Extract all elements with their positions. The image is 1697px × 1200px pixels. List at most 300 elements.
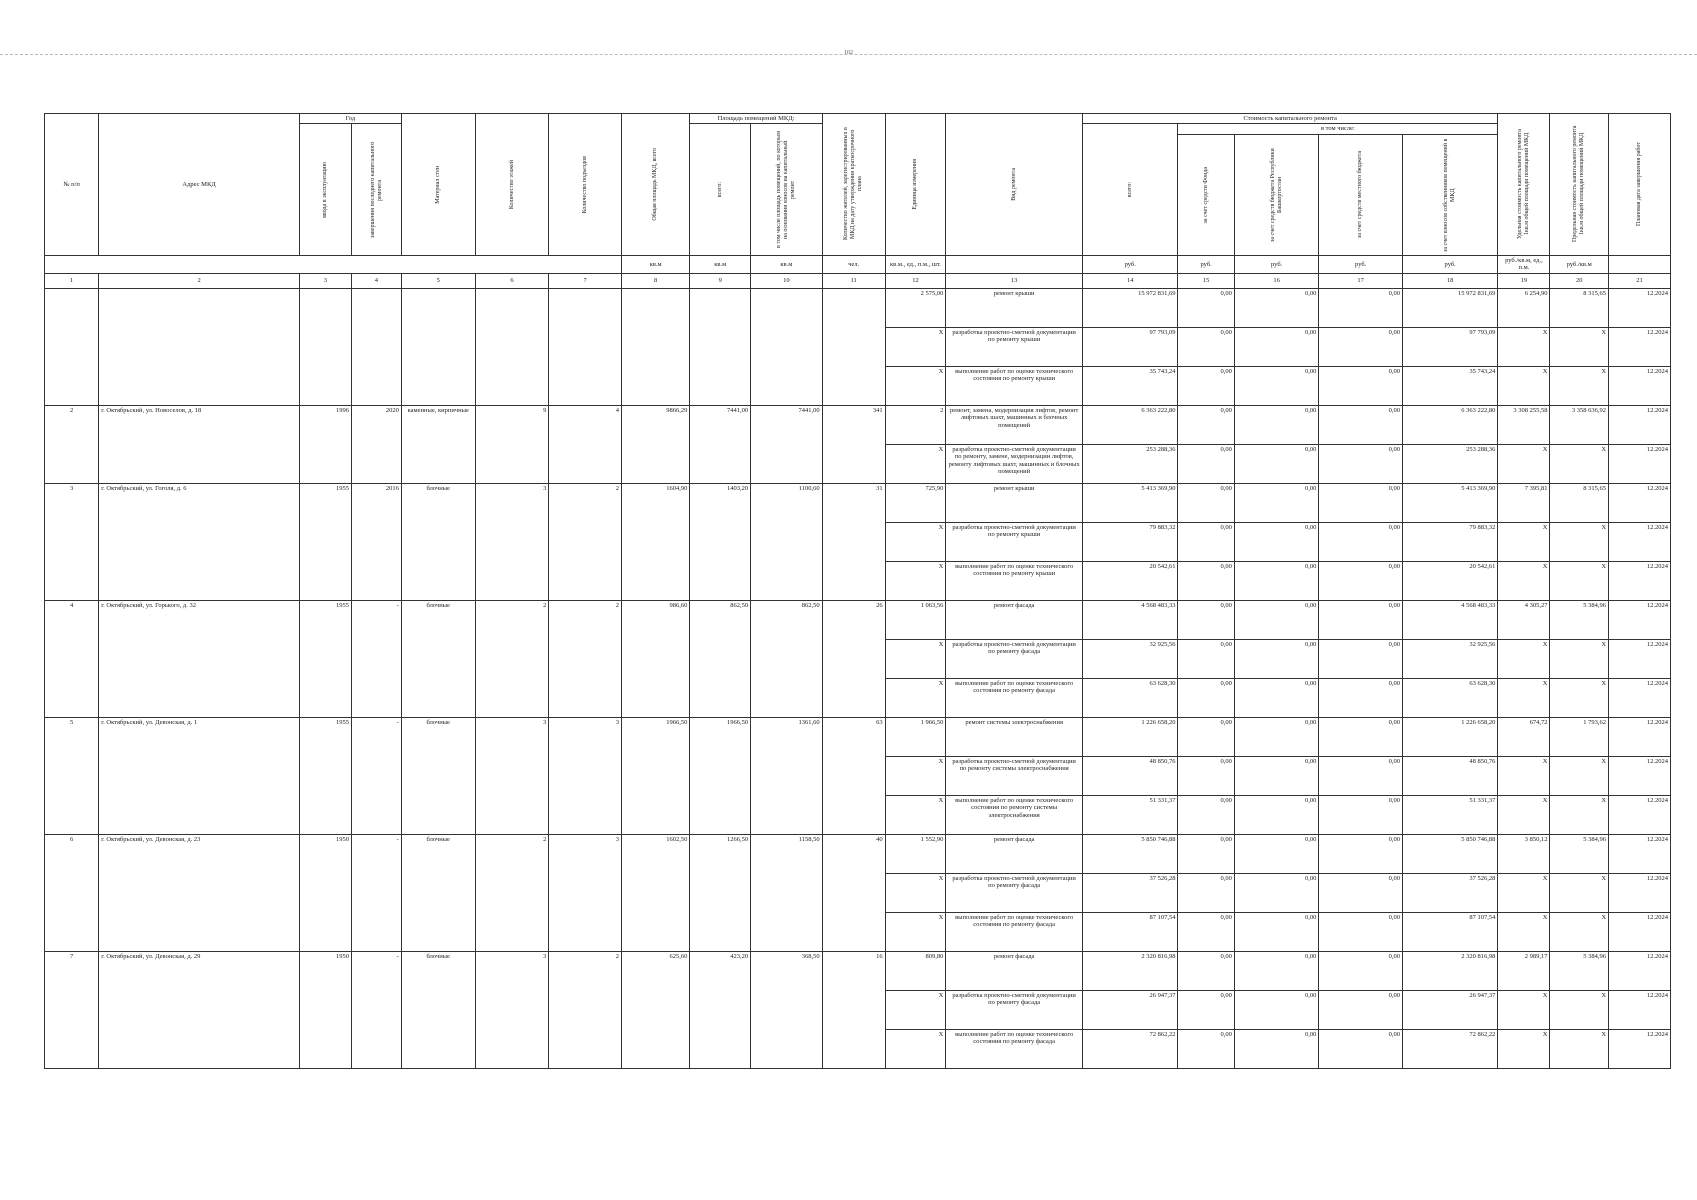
cell-loc: 0,00 bbox=[1319, 561, 1403, 600]
cell-ent: 4 bbox=[549, 405, 622, 483]
cell-p1: 7441,00 bbox=[690, 405, 751, 483]
cell-fund: 0,00 bbox=[1178, 483, 1234, 522]
col-num: 17 bbox=[1319, 273, 1403, 288]
cell-no: 6 bbox=[45, 834, 99, 951]
cell-ucost: X bbox=[1498, 327, 1550, 366]
cell-type: разработка проектно-сметной документации по ремонту фасада bbox=[946, 639, 1083, 678]
cell-floors: 3 bbox=[475, 951, 549, 1068]
cell-rep: 0,00 bbox=[1234, 483, 1319, 522]
cell-area bbox=[622, 288, 690, 405]
cell-qty: X bbox=[885, 327, 946, 366]
cell-rep: 0,00 bbox=[1234, 795, 1319, 834]
cell-ent: 3 bbox=[549, 834, 622, 951]
cell-own: 5 413 369,90 bbox=[1402, 483, 1497, 522]
cell-fund: 0,00 bbox=[1178, 405, 1234, 444]
cell-loc: 0,00 bbox=[1319, 483, 1403, 522]
header-no: № п/п bbox=[45, 114, 99, 256]
cell-wall: блочные bbox=[401, 483, 475, 600]
cell-p2: 1100,60 bbox=[751, 483, 823, 600]
cell-maxc: 5 384,96 bbox=[1550, 834, 1609, 873]
cell-loc: 0,00 bbox=[1319, 639, 1403, 678]
header-cost-incl: в том числе: bbox=[1178, 124, 1498, 134]
col-num: 1 bbox=[45, 273, 99, 288]
table-body bbox=[45, 288, 1671, 1068]
cell-total: 37 526,28 bbox=[1082, 873, 1177, 912]
cell-address: г. Октябрьский, ул. Девонская, д. 23 bbox=[99, 834, 300, 951]
col-num: 5 bbox=[401, 273, 475, 288]
cell-maxc: X bbox=[1550, 990, 1609, 1029]
cell-ent bbox=[549, 288, 622, 405]
cell-date: 12.2024 bbox=[1609, 522, 1671, 561]
top-divider bbox=[0, 54, 1697, 55]
cell-no: 4 bbox=[45, 600, 99, 717]
cell-ucost: 2 989,17 bbox=[1498, 951, 1550, 990]
cell-ucost: 3 850,12 bbox=[1498, 834, 1550, 873]
cell-ucost: 7 395,81 bbox=[1498, 483, 1550, 522]
cell-qty: 1 552,90 bbox=[885, 834, 946, 873]
unit-cell: чел. bbox=[822, 255, 885, 273]
table-row bbox=[45, 717, 1671, 756]
unit-cell: руб./кв.м, ед., п.м. bbox=[1498, 255, 1550, 273]
cell-maxc: X bbox=[1550, 1029, 1609, 1068]
cell-p1: 1266,50 bbox=[690, 834, 751, 951]
cell-loc: 0,00 bbox=[1319, 522, 1403, 561]
cell-qty: X bbox=[885, 522, 946, 561]
cell-wall bbox=[401, 288, 475, 405]
header-cost-group: Стоимость капитального ремонта bbox=[1082, 114, 1497, 124]
col-num: 20 bbox=[1550, 273, 1609, 288]
cell-loc: 0,00 bbox=[1319, 873, 1403, 912]
cell-res: 16 bbox=[822, 951, 885, 1068]
cell-maxc: X bbox=[1550, 639, 1609, 678]
cell-res bbox=[822, 288, 885, 405]
cell-total: 51 331,37 bbox=[1082, 795, 1177, 834]
col-num: 18 bbox=[1402, 273, 1497, 288]
cell-fund: 0,00 bbox=[1178, 717, 1234, 756]
col-num: 19 bbox=[1498, 273, 1550, 288]
cell-rep: 0,00 bbox=[1234, 1029, 1319, 1068]
cell-p1: 1403,20 bbox=[690, 483, 751, 600]
cell-type: ремонт фасада bbox=[946, 600, 1083, 639]
cell-date: 12.2024 bbox=[1609, 600, 1671, 639]
cell-own: 48 850,76 bbox=[1402, 756, 1497, 795]
cell-type: разработка проектно-сметной документации по ремонту крыши bbox=[946, 327, 1083, 366]
cell-own: 72 862,22 bbox=[1402, 1029, 1497, 1068]
cell-maxc: X bbox=[1550, 873, 1609, 912]
cell-maxc: X bbox=[1550, 522, 1609, 561]
cell-loc: 0,00 bbox=[1319, 678, 1403, 717]
cell-qty: 725,90 bbox=[885, 483, 946, 522]
cell-type: ремонт крыши bbox=[946, 483, 1083, 522]
header-cost-total: всего: bbox=[1126, 182, 1133, 198]
col-num: 12 bbox=[885, 273, 946, 288]
cell-res: 63 bbox=[822, 717, 885, 834]
cell-type: разработка проектно-сметной документации по ремонту фасада bbox=[946, 873, 1083, 912]
header-address: Адрес МКД bbox=[99, 114, 300, 256]
cell-loc: 0,00 bbox=[1319, 912, 1403, 951]
cell-no bbox=[45, 288, 99, 405]
cell-rep: 0,00 bbox=[1234, 366, 1319, 405]
cell-fund: 0,00 bbox=[1178, 834, 1234, 873]
cell-rep: 0,00 bbox=[1234, 873, 1319, 912]
cell-date: 12.2024 bbox=[1609, 834, 1671, 873]
cell-type: разработка проектно-сметной документации по ремонту системы электроснабжения bbox=[946, 756, 1083, 795]
cell-rep: 0,00 bbox=[1234, 561, 1319, 600]
cell-fund: 0,00 bbox=[1178, 639, 1234, 678]
col-num: 2 bbox=[99, 273, 300, 288]
cell-own: 63 628,30 bbox=[1402, 678, 1497, 717]
cell-fund: 0,00 bbox=[1178, 756, 1234, 795]
cell-ent: 2 bbox=[549, 600, 622, 717]
cell-total: 97 793,09 bbox=[1082, 327, 1177, 366]
header-premises-area: Площадь помещений МКД: bbox=[690, 114, 822, 124]
cell-maxc: X bbox=[1550, 756, 1609, 795]
unit-cell: руб. bbox=[1319, 255, 1403, 273]
cell-loc: 0,00 bbox=[1319, 717, 1403, 756]
cell-total: 79 883,32 bbox=[1082, 522, 1177, 561]
cell-no: 7 bbox=[45, 951, 99, 1068]
cell-date: 12.2024 bbox=[1609, 444, 1671, 483]
table-row bbox=[45, 483, 1671, 522]
cell-own: 6 363 222,80 bbox=[1402, 405, 1497, 444]
cell-date: 12.2024 bbox=[1609, 717, 1671, 756]
units-row bbox=[45, 255, 1671, 273]
cell-ucost: X bbox=[1498, 795, 1550, 834]
cell-total: 87 107,54 bbox=[1082, 912, 1177, 951]
cell-date: 12.2024 bbox=[1609, 405, 1671, 444]
cell-y2: - bbox=[351, 834, 401, 951]
cell-maxc: X bbox=[1550, 327, 1609, 366]
col-num: 8 bbox=[622, 273, 690, 288]
cell-wall: блочные bbox=[401, 600, 475, 717]
cell-y2: - bbox=[351, 951, 401, 1068]
cell-p2: 1158,50 bbox=[751, 834, 823, 951]
cell-rep: 0,00 bbox=[1234, 912, 1319, 951]
cell-wall: блочные bbox=[401, 951, 475, 1068]
cell-maxc: 5 384,96 bbox=[1550, 951, 1609, 990]
cell-own: 26 947,37 bbox=[1402, 990, 1497, 1029]
column-numbers-row bbox=[45, 273, 1671, 288]
cell-own: 253 288,36 bbox=[1402, 444, 1497, 483]
cell-loc: 0,00 bbox=[1319, 834, 1403, 873]
table-row bbox=[45, 288, 1671, 327]
cell-wall: каменные, кирпичные bbox=[401, 405, 475, 483]
cell-fund: 0,00 bbox=[1178, 951, 1234, 990]
capital-repair-table bbox=[44, 113, 1671, 1069]
cell-p2: 368,50 bbox=[751, 951, 823, 1068]
cell-own: 1 226 658,20 bbox=[1402, 717, 1497, 756]
col-num: 7 bbox=[549, 273, 622, 288]
cell-y2: - bbox=[351, 717, 401, 834]
header-max-cost: Предельная стоимость капитального ремонта 1кв.м общей площади помещений МКД bbox=[1572, 126, 1586, 243]
cell-loc: 0,00 bbox=[1319, 1029, 1403, 1068]
cell-rep: 0,00 bbox=[1234, 327, 1319, 366]
cell-fund: 0,00 bbox=[1178, 795, 1234, 834]
cell-p1: 423,20 bbox=[690, 951, 751, 1068]
unit-cell: руб. bbox=[1082, 255, 1177, 273]
cell-type: выполнение работ по оценке технического состояния по ремонту крыши bbox=[946, 366, 1083, 405]
cell-y2 bbox=[351, 288, 401, 405]
cell-ent: 2 bbox=[549, 951, 622, 1068]
cell-total: 2 320 816,98 bbox=[1082, 951, 1177, 990]
cell-ent: 3 bbox=[549, 717, 622, 834]
cell-wall: блочные bbox=[401, 834, 475, 951]
cell-own: 35 743,24 bbox=[1402, 366, 1497, 405]
cell-maxc: 8 315,65 bbox=[1550, 483, 1609, 522]
header-cost-republic: за счет средств бюджета Республики Башкортостан bbox=[1269, 148, 1283, 242]
cell-fund: 0,00 bbox=[1178, 288, 1234, 327]
cell-date: 12.2024 bbox=[1609, 912, 1671, 951]
cell-p2: 862,50 bbox=[751, 600, 823, 717]
cell-loc: 0,00 bbox=[1319, 327, 1403, 366]
cell-own: 20 542,61 bbox=[1402, 561, 1497, 600]
cell-type: ремонт системы электроснабжения bbox=[946, 717, 1083, 756]
cell-qty: 1 966,50 bbox=[885, 717, 946, 756]
table-row bbox=[45, 600, 1671, 639]
cell-date: 12.2024 bbox=[1609, 483, 1671, 522]
cell-ucost: X bbox=[1498, 912, 1550, 951]
cell-ucost: 3 308 255,58 bbox=[1498, 405, 1550, 444]
cell-fund: 0,00 bbox=[1178, 522, 1234, 561]
cell-floors: 2 bbox=[475, 834, 549, 951]
table-row bbox=[45, 951, 1671, 990]
table-row bbox=[45, 834, 1671, 873]
cell-date: 12.2024 bbox=[1609, 1029, 1671, 1068]
unit-cell: руб./кв.м bbox=[1550, 255, 1609, 273]
cell-p1: 862,50 bbox=[690, 600, 751, 717]
header-premises-total: всего: bbox=[716, 182, 723, 198]
cell-total: 20 542,61 bbox=[1082, 561, 1177, 600]
cell-total: 4 568 483,33 bbox=[1082, 600, 1177, 639]
cell-floors: 9 bbox=[475, 405, 549, 483]
unit-cell: кв.м bbox=[751, 255, 823, 273]
cell-loc: 0,00 bbox=[1319, 990, 1403, 1029]
unit-cell: руб. bbox=[1402, 255, 1497, 273]
cell-floors bbox=[475, 288, 549, 405]
cell-address: г. Октябрьский, ул. Горького, д. 32 bbox=[99, 600, 300, 717]
cell-rep: 0,00 bbox=[1234, 600, 1319, 639]
cell-address: г. Октябрьский, ул. Новоселов, д. 18 bbox=[99, 405, 300, 483]
cell-ucost: X bbox=[1498, 522, 1550, 561]
header-year-commission: ввода в эксплуатацию bbox=[321, 161, 328, 218]
cell-total: 15 972 831,69 bbox=[1082, 288, 1177, 327]
cell-no: 3 bbox=[45, 483, 99, 600]
cell-ent: 2 bbox=[549, 483, 622, 600]
col-num: 6 bbox=[475, 273, 549, 288]
header-year: Год bbox=[299, 114, 401, 124]
cell-y2: 2020 bbox=[351, 405, 401, 483]
cell-own: 5 850 746,88 bbox=[1402, 834, 1497, 873]
cell-maxc: X bbox=[1550, 561, 1609, 600]
cell-own: 32 925,56 bbox=[1402, 639, 1497, 678]
cell-loc: 0,00 bbox=[1319, 444, 1403, 483]
cell-maxc: X bbox=[1550, 678, 1609, 717]
cell-own: 37 526,28 bbox=[1402, 873, 1497, 912]
cell-qty: 2 bbox=[885, 405, 946, 444]
cell-y1: 1996 bbox=[299, 405, 351, 483]
table-row bbox=[45, 405, 1671, 444]
cell-type: выполнение работ по оценке технического состояния по ремонту фасада bbox=[946, 678, 1083, 717]
cell-floors: 3 bbox=[475, 717, 549, 834]
cell-date: 12.2024 bbox=[1609, 678, 1671, 717]
cell-res: 341 bbox=[822, 405, 885, 483]
cell-total: 6 363 222,80 bbox=[1082, 405, 1177, 444]
cell-total: 5 850 746,88 bbox=[1082, 834, 1177, 873]
cell-rep: 0,00 bbox=[1234, 756, 1319, 795]
cell-ucost: X bbox=[1498, 873, 1550, 912]
cell-date: 12.2024 bbox=[1609, 756, 1671, 795]
cell-no: 2 bbox=[45, 405, 99, 483]
cell-rep: 0,00 bbox=[1234, 990, 1319, 1029]
cell-ucost: X bbox=[1498, 678, 1550, 717]
cell-type: выполнение работ по оценке технического состояния по ремонту крыши bbox=[946, 561, 1083, 600]
cell-fund: 0,00 bbox=[1178, 912, 1234, 951]
cell-date: 12.2024 bbox=[1609, 366, 1671, 405]
cell-area: 1602,50 bbox=[622, 834, 690, 951]
cell-own: 2 320 816,98 bbox=[1402, 951, 1497, 990]
cell-fund: 0,00 bbox=[1178, 327, 1234, 366]
cell-maxc: 5 384,96 bbox=[1550, 600, 1609, 639]
col-num: 16 bbox=[1234, 273, 1319, 288]
cell-own: 15 972 831,69 bbox=[1402, 288, 1497, 327]
header-total-area: Общая площадь МКД, всего bbox=[652, 148, 659, 221]
header-wall: Материал стен bbox=[434, 165, 441, 204]
cell-p2 bbox=[751, 288, 823, 405]
cell-res: 31 bbox=[822, 483, 885, 600]
cell-address: г. Октябрьский, ул. Девонская, д. 29 bbox=[99, 951, 300, 1068]
cell-p1: 1966,50 bbox=[690, 717, 751, 834]
cell-area: 625,60 bbox=[622, 951, 690, 1068]
cell-qty: X bbox=[885, 678, 946, 717]
cell-y1: 1955 bbox=[299, 483, 351, 600]
cell-y1: 1955 bbox=[299, 717, 351, 834]
header-repair-type: Вид ремонта bbox=[1010, 168, 1017, 201]
cell-area: 9866,29 bbox=[622, 405, 690, 483]
cell-fund: 0,00 bbox=[1178, 600, 1234, 639]
cell-type: разработка проектно-сметной документации по ремонту крыши bbox=[946, 522, 1083, 561]
cell-qty: X bbox=[885, 756, 946, 795]
cell-total: 63 628,30 bbox=[1082, 678, 1177, 717]
col-num: 15 bbox=[1178, 273, 1234, 288]
cell-qty: X bbox=[885, 444, 946, 483]
cell-maxc: 1 793,62 bbox=[1550, 717, 1609, 756]
cell-own: 87 107,54 bbox=[1402, 912, 1497, 951]
cell-qty: X bbox=[885, 366, 946, 405]
cell-date: 12.2024 bbox=[1609, 561, 1671, 600]
cell-rep: 0,00 bbox=[1234, 639, 1319, 678]
cell-loc: 0,00 bbox=[1319, 795, 1403, 834]
col-num: 3 bbox=[299, 273, 351, 288]
col-num: 13 bbox=[946, 273, 1083, 288]
cell-date: 12.2024 bbox=[1609, 795, 1671, 834]
col-num: 11 bbox=[822, 273, 885, 288]
header-cost-fund: за счет средств Фонда bbox=[1202, 166, 1209, 224]
cell-maxc: X bbox=[1550, 912, 1609, 951]
cell-qty: X bbox=[885, 795, 946, 834]
cell-total: 26 947,37 bbox=[1082, 990, 1177, 1029]
cell-maxc: 8 315,65 bbox=[1550, 288, 1609, 327]
cell-rep: 0,00 bbox=[1234, 522, 1319, 561]
cell-qty: X bbox=[885, 912, 946, 951]
unit-cell: кв.м bbox=[690, 255, 751, 273]
cell-rep: 0,00 bbox=[1234, 834, 1319, 873]
cell-no: 5 bbox=[45, 717, 99, 834]
cell-fund: 0,00 bbox=[1178, 366, 1234, 405]
cell-own: 4 568 483,33 bbox=[1402, 600, 1497, 639]
cell-y1 bbox=[299, 288, 351, 405]
cell-type: ремонт, замена, модернизация лифтов, ремонт лифтовых шахт, машинных и блочных помещений bbox=[946, 405, 1083, 444]
cell-fund: 0,00 bbox=[1178, 1029, 1234, 1068]
header-entrances: Количество подъездов bbox=[581, 155, 588, 214]
cell-floors: 3 bbox=[475, 483, 549, 600]
cell-qty: X bbox=[885, 873, 946, 912]
cell-total: 32 925,56 bbox=[1082, 639, 1177, 678]
cell-y1: 1950 bbox=[299, 834, 351, 951]
cell-area: 986,60 bbox=[622, 600, 690, 717]
cell-loc: 0,00 bbox=[1319, 756, 1403, 795]
cell-total: 35 743,24 bbox=[1082, 366, 1177, 405]
cell-rep: 0,00 bbox=[1234, 444, 1319, 483]
cell-rep: 0,00 bbox=[1234, 288, 1319, 327]
cell-loc: 0,00 bbox=[1319, 366, 1403, 405]
cell-total: 48 850,76 bbox=[1082, 756, 1177, 795]
cell-qty: 809,80 bbox=[885, 951, 946, 990]
cell-ucost: X bbox=[1498, 366, 1550, 405]
cell-fund: 0,00 bbox=[1178, 444, 1234, 483]
header-residents: Количество жителей, зарегистрированных в МКД на дату утверждения краткосрочного плана bbox=[843, 128, 864, 241]
cell-type: разработка проектно-сметной документации по ремонту, замене, модернизации лифтов, ремонту лифтовых шахт, машинных и блочных помещений bbox=[946, 444, 1083, 483]
cell-loc: 0,00 bbox=[1319, 288, 1403, 327]
cell-address: г. Октябрьский, ул. Девонская, д. 1 bbox=[99, 717, 300, 834]
cell-ucost: X bbox=[1498, 444, 1550, 483]
header-unit: Единица измерения bbox=[912, 159, 918, 210]
cell-wall: блочные bbox=[401, 717, 475, 834]
cell-p1 bbox=[690, 288, 751, 405]
cell-maxc: X bbox=[1550, 444, 1609, 483]
page-number: 102 bbox=[844, 50, 853, 56]
cell-total: 72 862,22 bbox=[1082, 1029, 1177, 1068]
unit-cell: кв.м bbox=[622, 255, 690, 273]
cell-p2: 7441,00 bbox=[751, 405, 823, 483]
cell-qty: X bbox=[885, 639, 946, 678]
cell-date: 12.2024 bbox=[1609, 951, 1671, 990]
cell-res: 26 bbox=[822, 600, 885, 717]
header-cost-owners: за счет взносов собственников помещений в МКД bbox=[1443, 138, 1457, 252]
col-num: 21 bbox=[1609, 273, 1671, 288]
col-num: 10 bbox=[751, 273, 823, 288]
cell-floors: 2 bbox=[475, 600, 549, 717]
cell-area: 1604,90 bbox=[622, 483, 690, 600]
cell-area: 1966,50 bbox=[622, 717, 690, 834]
cell-p2: 1361,60 bbox=[751, 717, 823, 834]
cell-rep: 0,00 bbox=[1234, 678, 1319, 717]
cell-type: ремонт фасада bbox=[946, 951, 1083, 990]
cell-type: ремонт крыши bbox=[946, 288, 1083, 327]
cell-qty: 1 063,56 bbox=[885, 600, 946, 639]
cell-qty: X bbox=[885, 561, 946, 600]
cell-y2: - bbox=[351, 600, 401, 717]
cell-res: 40 bbox=[822, 834, 885, 951]
cell-rep: 0,00 bbox=[1234, 717, 1319, 756]
cell-ucost: 6 254,90 bbox=[1498, 288, 1550, 327]
unit-cell: руб. bbox=[1234, 255, 1319, 273]
cell-loc: 0,00 bbox=[1319, 600, 1403, 639]
col-num: 14 bbox=[1082, 273, 1177, 288]
cell-qty: 2 575,00 bbox=[885, 288, 946, 327]
cell-rep: 0,00 bbox=[1234, 951, 1319, 990]
cell-address bbox=[99, 288, 300, 405]
cell-type: выполнение работ по оценке технического состояния по ремонту фасада bbox=[946, 1029, 1083, 1068]
